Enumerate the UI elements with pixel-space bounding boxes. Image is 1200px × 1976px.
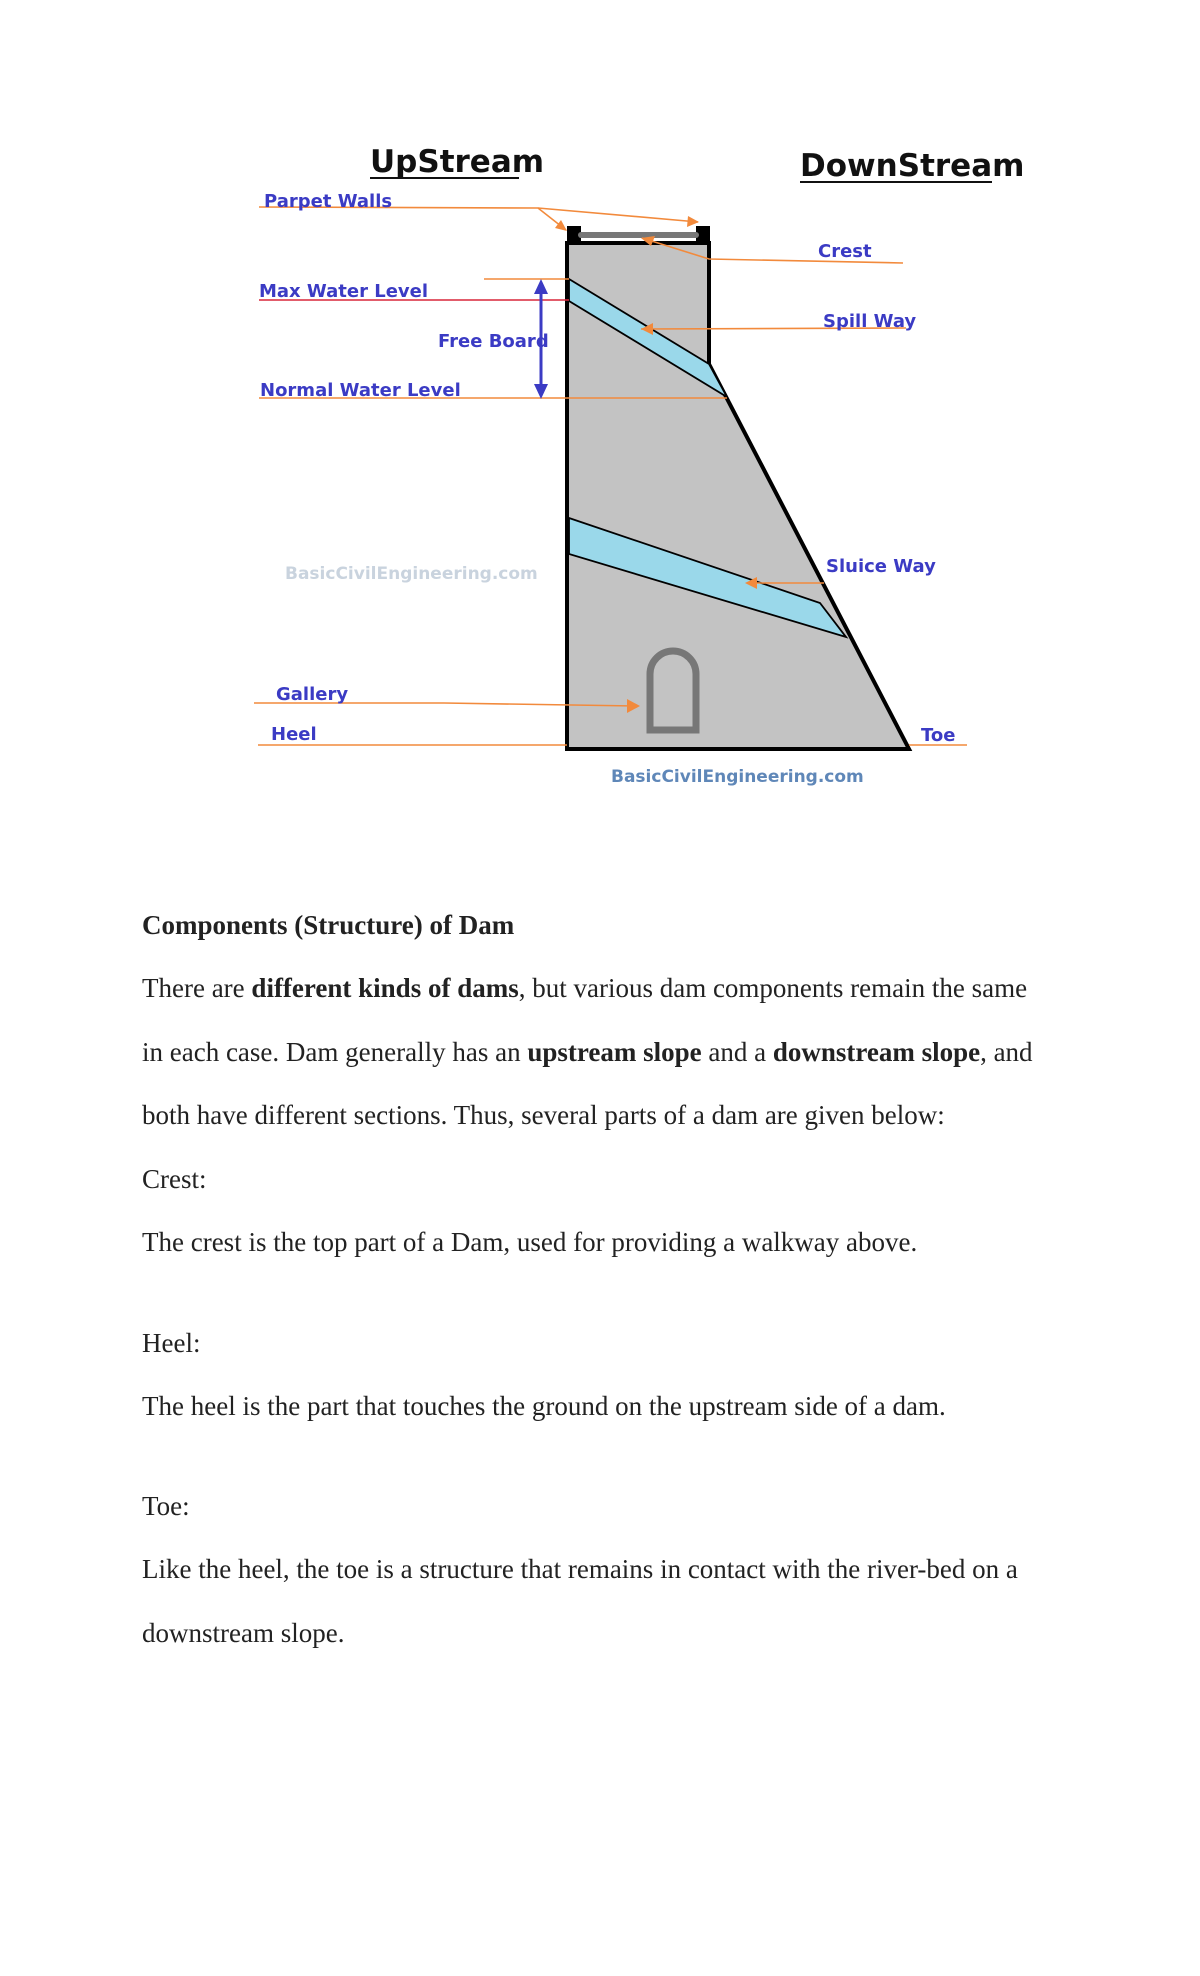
intro-line-2-c: and a (701, 1037, 773, 1067)
watermark: BasicCivilEngineering.com (285, 564, 538, 584)
label-max-water-level: Max Water Level (259, 281, 429, 302)
intro-line-3: both have different sections. Thus, several parts of a dam are given below: (142, 1100, 945, 1130)
crest-text: The crest is the top part of a Dam, used for providing a walkway above. (142, 1227, 918, 1257)
toe-text-line-2: downstream slope. (142, 1618, 345, 1648)
downstream-title: DownStream (800, 148, 1025, 184)
intro-line-2-d: downstream slope (772, 1037, 981, 1067)
label-gallery: Gallery (276, 684, 349, 705)
intro-line-2-a: in each case. Dam generally has an (142, 1037, 528, 1067)
intro-line-1 (142, 973, 1027, 1004)
label-sluice-way: Sluice Way (826, 556, 936, 577)
label-heel: Heel (271, 724, 317, 745)
label-toe: Toe (921, 725, 956, 746)
intro-line-1-c: , but various dam components remain the same (518, 973, 1028, 1003)
parpet-walls-leader-2 (538, 208, 698, 222)
label-free-board: Free Board (438, 331, 549, 352)
heel-title: Heel: (142, 1328, 201, 1358)
parpet-walls-arrowhead-2 (687, 216, 699, 227)
parpet-walls-arrowhead (555, 220, 567, 231)
intro-line-2 (142, 1037, 1033, 1068)
intro-line-1-b: different kinds of dams (251, 973, 519, 1003)
dam-diagram (0, 0, 1200, 820)
gallery-opening (650, 651, 696, 730)
label-parpet-walls: Parpet Walls (264, 191, 393, 212)
intro-line-2-e: , and (980, 1037, 1033, 1067)
upstream-title: UpStream (370, 144, 545, 180)
label-crest: Crest (818, 241, 872, 262)
label-normal-water-level: Normal Water Level (260, 380, 461, 401)
label-spill-way: Spill Way (823, 311, 917, 332)
toe-title: Toe: (142, 1491, 190, 1521)
crest-title: Crest: (142, 1164, 207, 1194)
intro-line-1-a: There are (142, 973, 252, 1003)
footer-credit: BasicCivilEngineering.com (611, 767, 864, 787)
intro-line-2-b: upstream slope (527, 1037, 702, 1067)
free-board-arrow-head-up (534, 279, 548, 294)
heel-text: The heel is the part that touches the ground on the upstream side of a dam. (142, 1391, 946, 1421)
free-board-arrow-head-down (534, 384, 548, 399)
toe-text-line-1: Like the heel, the toe is a structure that remains in contact with the river-bed on a (142, 1554, 1018, 1584)
article-heading: Components (Structure) of Dam (142, 910, 515, 940)
